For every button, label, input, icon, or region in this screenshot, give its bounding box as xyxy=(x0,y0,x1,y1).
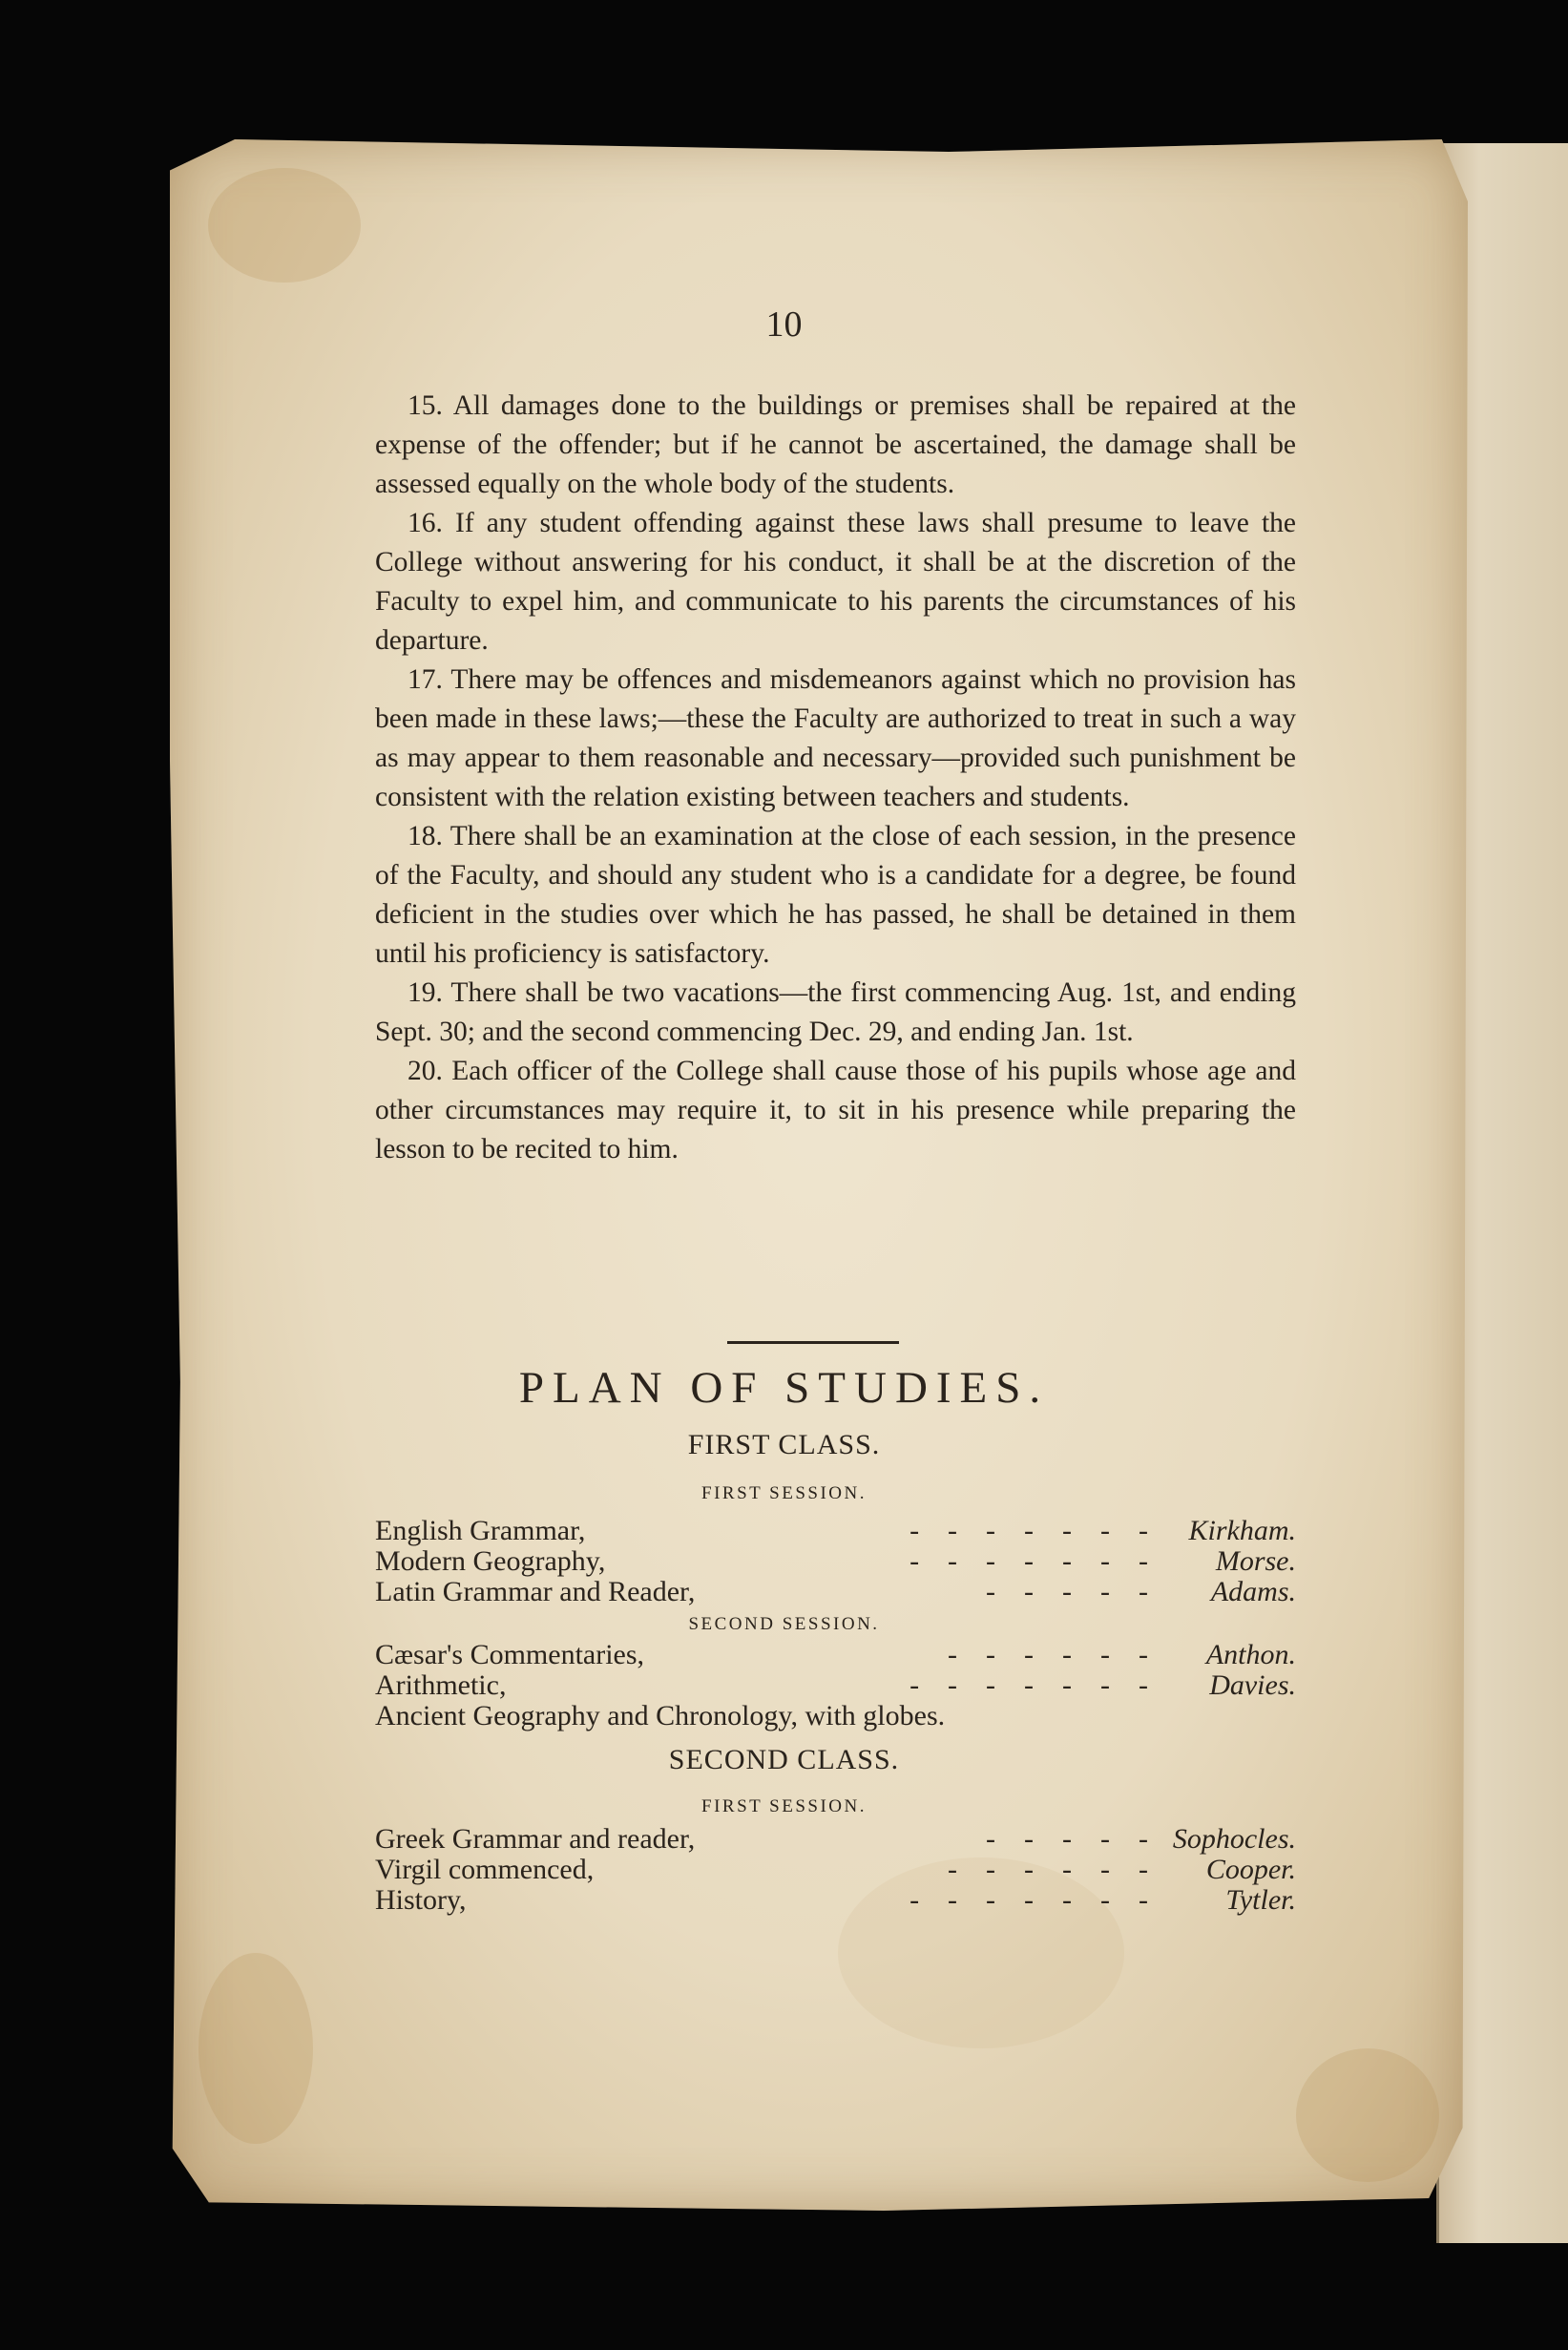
leader-dashes: - - - - - - xyxy=(948,1854,1148,1885)
rule-18: 18. There shall be an examination at the close of each session, in the presence of the Faculty, and should any student who is a candidate for a degree, be found deficient in the studies over which he has passed, he shall be detained in them until his proficiency is satisfactory. xyxy=(375,821,1296,969)
age-stain xyxy=(208,168,361,283)
plan-of-studies-title: PLAN OF STUDIES. xyxy=(518,1363,1050,1413)
age-stain xyxy=(1296,2048,1439,2182)
course-row xyxy=(375,1576,1296,1608)
leader-dashes: - - - - - xyxy=(986,1576,1148,1607)
course-name: Greek Grammar and reader, xyxy=(375,1823,696,1855)
course-row xyxy=(375,1823,1296,1856)
rule-20: 20. Each officer of the College shall cause those of his pupils whose age and other circumstances may require it, to sit in his presence while preparing the lesson to be recited to him. xyxy=(375,1056,1296,1165)
course-author: Cooper. xyxy=(1205,1854,1296,1885)
course-name: Latin Grammar and Reader, xyxy=(375,1576,696,1607)
course-author: Tytler. xyxy=(1225,1884,1296,1916)
course-row xyxy=(375,1669,1296,1702)
leader-dashes: - - - - - - - xyxy=(909,1545,1148,1577)
course-name: Arithmetic, xyxy=(375,1669,507,1701)
course-row xyxy=(375,1515,1296,1547)
course-author: Adams. xyxy=(1210,1576,1296,1607)
course-note: Ancient Geography and Chronology, with globes. xyxy=(375,1700,946,1731)
course-row xyxy=(375,1545,1296,1578)
course-name: History, xyxy=(375,1884,467,1916)
leader-dashes: - - - - - - - xyxy=(909,1515,1148,1546)
first-class-second-session-heading: SECOND SESSION. xyxy=(688,1614,880,1634)
rule-17: 17. There may be offences and misdemeanors against which no provision has been made in these laws;—these the Faculty are authorized to treat in such a way as may appear to them reasonable and necessary—provided such punishment be consistent with the relation existing between teachers and students. xyxy=(375,664,1296,812)
leader-dashes: - - - - - xyxy=(986,1823,1148,1855)
rule-15: 15. All damages done to the buildings or premises shall be repaired at the expense of the offender; but if he cannot be ascertained, the damage shall be assessed equally on the whole body of the students. xyxy=(375,390,1296,499)
first-class-first-session-heading: FIRST SESSION. xyxy=(701,1483,867,1503)
course-row xyxy=(375,1639,1296,1671)
leader-dashes: - - - - - - xyxy=(948,1639,1148,1670)
course-row xyxy=(375,1854,1296,1886)
course-row xyxy=(375,1700,1296,1732)
course-name: Virgil commenced, xyxy=(375,1854,595,1885)
second-class-first-session-heading: FIRST SESSION. xyxy=(701,1796,867,1816)
age-stain xyxy=(199,1953,313,2144)
course-author: Morse. xyxy=(1215,1545,1296,1577)
course-author: Anthon. xyxy=(1205,1639,1296,1670)
course-author: Kirkham. xyxy=(1188,1515,1296,1546)
leader-dashes: - - - - - - - xyxy=(909,1884,1148,1916)
course-name: Cæsar's Commentaries, xyxy=(375,1639,645,1670)
course-row xyxy=(375,1884,1296,1917)
course-author: Sophocles. xyxy=(1172,1823,1296,1855)
second-class-heading: SECOND CLASS. xyxy=(668,1744,900,1775)
course-author: Davies. xyxy=(1209,1669,1296,1701)
first-class-heading: FIRST CLASS. xyxy=(687,1429,881,1460)
course-name: Modern Geography, xyxy=(375,1545,606,1577)
rule-16: 16. If any student offending against these laws shall presume to leave the College without answering for his conduct, it shall be at the discretion of the Faculty to expel him, and communicate to his parents the circumstances of his departure. xyxy=(375,508,1296,656)
rules-section xyxy=(375,387,1296,1169)
section-divider xyxy=(727,1341,899,1344)
leader-dashes: - - - - - - - xyxy=(909,1669,1148,1701)
course-name: English Grammar, xyxy=(375,1515,586,1546)
page-number: 10 xyxy=(765,304,803,345)
rule-19: 19. There shall be two vacations—the first commencing Aug. 1st, and ending Sept. 30; and the second commencing Dec. 29, and ending Jan. 1st. xyxy=(375,977,1296,1047)
